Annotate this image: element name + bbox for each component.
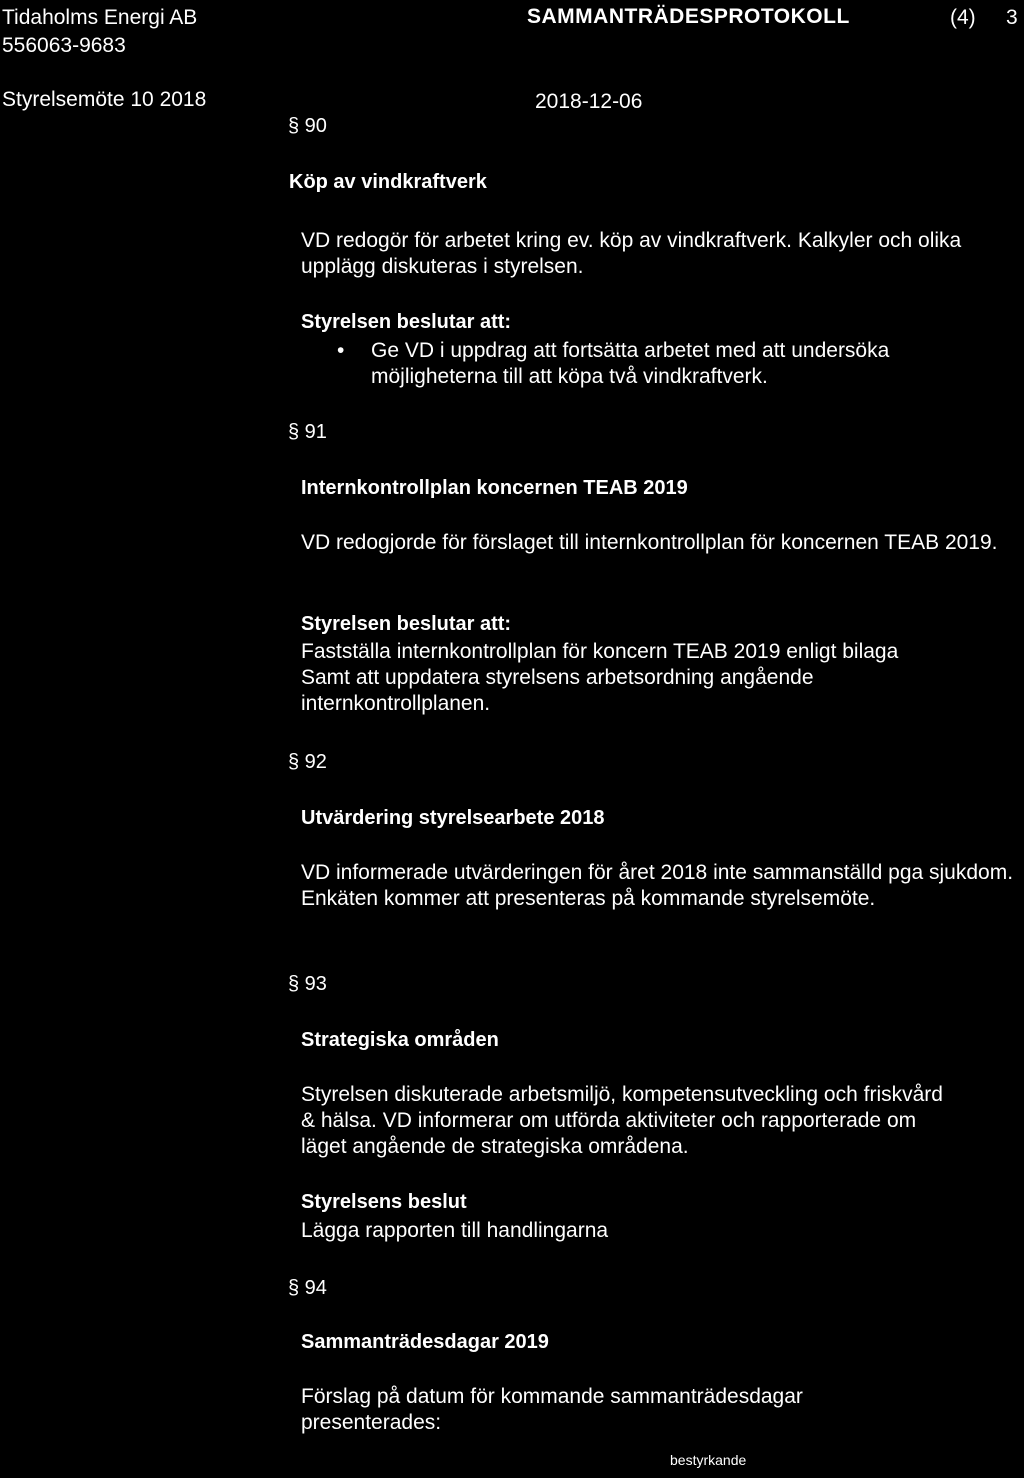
footer-stamp: bestyrkande: [670, 1452, 747, 1468]
section-title-91: Internkontrollplan koncernen TEAB 2019: [301, 477, 688, 499]
section-text-94: Förslag på datum för kommande sammanträdesdagar presenterades:: [301, 1385, 803, 1434]
section-text-92: VD informerade utvärderingen för året 2018 inte sammanställd pga sjukdom. Enkäten kommer att presenteras på kommande styrelsemöte.: [301, 861, 1014, 910]
decision-text-93: Lägga rapporten till handlingarna: [301, 1219, 609, 1242]
decision-label-91: Styrelsen beslutar att:: [301, 613, 512, 635]
section-title-90: Köp av vindkraftverk: [289, 171, 487, 193]
section-number-90: § 90: [288, 115, 327, 137]
decision-line1-91: Fastställa internkontrollplan för koncern TEAB 2019 enligt bilaga: [301, 640, 899, 663]
document-title: SAMMANTRÄDESPROTOKOLL: [527, 5, 850, 28]
decision-list-90: [337, 338, 997, 390]
decision-label-90: Styrelsen beslutar att:: [301, 311, 512, 333]
company-name: Tidaholms Energi AB: [2, 6, 198, 29]
decision-line2-91: Samt att uppdatera styrelsens arbetsordning angående internkontrollplanen.: [301, 666, 814, 715]
section-number-93: § 93: [288, 973, 327, 995]
meeting-date: 2018-12-06: [535, 90, 643, 113]
section-title-93: Strategiska områden: [301, 1029, 499, 1051]
section-title-92: Utvärdering styrelsearbete 2018: [301, 807, 605, 829]
section-number-91: § 91: [288, 421, 327, 443]
decision-label-93: Styrelsens beslut: [301, 1191, 467, 1213]
section-title-94: Sammanträdesdagar 2019: [301, 1331, 549, 1353]
meeting-name: Styrelsemöte 10 2018: [2, 88, 207, 111]
section-number-92: § 92: [288, 751, 327, 773]
section-text-90: VD redogör för arbetet kring ev. köp av vindkraftverk. Kalkyler och olika upplägg diskuteras i styrelsen.: [301, 229, 962, 278]
section-text-91: VD redogjorde för förslaget till internkontrollplan för koncernen TEAB 2019.: [301, 531, 998, 554]
page-marker: (4): [950, 6, 976, 29]
section-number-94: § 94: [288, 1277, 327, 1299]
page-number: 3: [1006, 6, 1018, 29]
section-text-93: Styrelsen diskuterade arbetsmiljö, kompetensutveckling och friskvård & hälsa. VD informerar om utförda aktiviteter och rapporterade om läget angående de strategiska områdena.: [301, 1083, 943, 1158]
decision-bullet-90: • Ge VD i uppdrag att fortsätta arbetet med att undersöka möjligheterna till att köpa två vindkraftverk.: [337, 338, 997, 390]
org-number: 556063-9683: [2, 34, 126, 57]
